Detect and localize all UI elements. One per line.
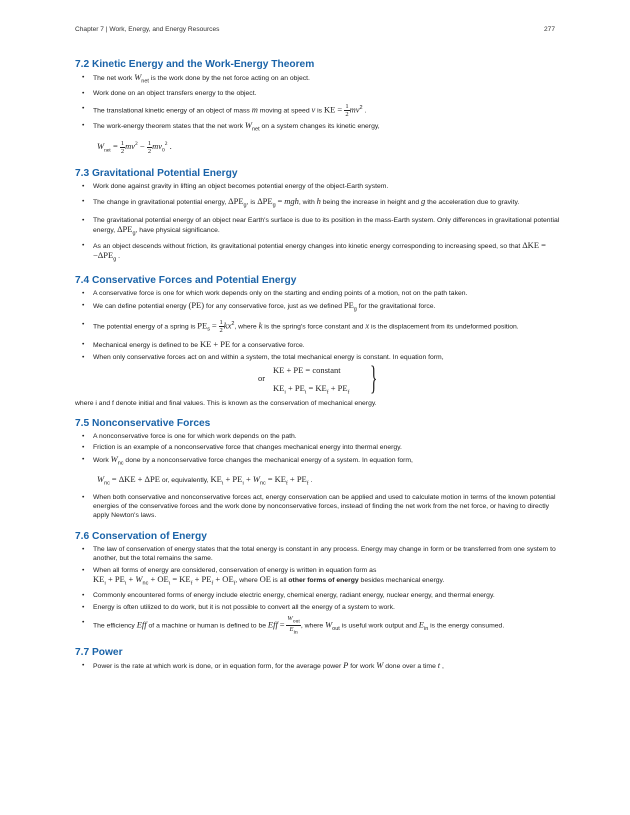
list-item: • A conservative force is one for which work depends only on the starting and ending points of a motion, not on the path taken. — [75, 289, 560, 298]
list-item: • A nonconservative force is one for which work depends on the path. — [75, 432, 560, 441]
page-header — [75, 26, 555, 33]
list-item: • The potential energy of a spring is $PE_s$ = $\frac{1}{2}$ $kx^2$, where k is the spring's force constant and x is the displacement from its undeformed position. — [75, 317, 560, 338]
section-heading-7-5: 7.5 Nonconservative Forces — [75, 417, 211, 429]
list-item: • Work $W_{nc}$ done by a nonconservative force changes the mechanical energy of a system. In equation form, $W_{nc} = \Delta KE + \Delta PE$ or, equivalently, $KE_i + PE_i + W_{nc} = KE_f + PE_f$ . — [75, 455, 560, 490]
section-7-3-list — [75, 182, 560, 265]
chapter-title: Chapter 7 | Work, Energy, and Energy Resources — [75, 26, 220, 33]
section-heading-7-6: 7.6 Conservation of Energy — [75, 530, 207, 542]
list-item: • As an object descends without friction, its gravitational potential energy changes into kinetic energy corresponding to increasing speed, so that $\Delta KE = -\Delta PE_g$ . — [75, 241, 560, 265]
section-7-4-list — [75, 289, 560, 362]
list-item: • Commonly encountered forms of energy include electric energy, chemical energy, radiant energy, nuclear energy, and thermal energy. — [75, 591, 560, 600]
list-item: • Work done against gravity in lifting an object becomes potential energy of the object-Earth system. — [75, 182, 560, 191]
list-item: • The change in gravitational potential energy, $\Delta PE_g$, is $\Delta PE_g$ = mgh, with h being the increase in height and g the acceleration due to gravity. — [75, 194, 560, 213]
conservation-note: where i and f denote initial and final values. This is known as the conservation of mechanical energy. — [75, 399, 377, 407]
section-7-5-list — [75, 432, 560, 521]
list-item: • When only conservative forces act on and within a system, the total mechanical energy is constant. In equation form, — [75, 353, 560, 362]
list-item: • The work-energy theorem states that the net work $W_{net}$ on a system changes its kinetic energy, $W_{net}$ = $\frac{1}{2}$ $mv^2$ − $\frac{1}{2}$ $mv_0^2$ . — [75, 121, 560, 158]
section-heading-7-3: 7.3 Gravitational Potential Energy — [75, 167, 238, 179]
list-item: • The net work $W_{net}$ is the work done by the net force acting on an object. — [75, 73, 560, 87]
summary-content — [75, 58, 560, 680]
list-item: • Friction is an example of a nonconservative force that changes mechanical energy into thermal energy. — [75, 443, 560, 452]
section-7-7-list — [75, 661, 560, 671]
page-number: 277 — [543, 26, 555, 33]
list-item: • When all forms of energy are considered, conservation of energy is written in equation form as $KE_i + PE_i + W_{nc} + OE_i = KE_f + PE_f + OE_f$, where OE is all other forms of energy besides mechanical energy. — [75, 566, 560, 589]
section-7-6-list — [75, 545, 560, 637]
list-item: • Work done on an object transfers energy to the object. — [75, 89, 560, 98]
list-item: • The translational kinetic energy of an object of mass m moving at speed v is KE = $\frac{1}{2}$ $mv^2$ . — [75, 101, 560, 118]
section-heading-7-7: 7.7 Power — [75, 646, 123, 658]
list-item: • When both conservative and nonconservative forces act, energy conservation can be applied and used to calculate motion in terms of the known potential energies of the conservative forces and the work done by nonconservative forces, instead of finding the net work from the net force, or having to directly apply Newton's laws. — [75, 493, 560, 521]
mechanical-energy-equation: KE + PE = constant or $KE_i + PE_i = KE_f + PE_f$ } — [258, 359, 378, 397]
section-7-2-list — [75, 73, 560, 158]
list-item: • The efficiency Eff of a machine or human is defined to be Eff = $\frac{W_{out}}{E_{in}}$ , where $W_{out}$ is useful work output and $E_{in}$ is the energy consumed. — [75, 615, 560, 637]
section-heading-7-2: 7.2 Kinetic Energy and the Work-Energy Theorem — [75, 59, 315, 70]
list-item: • The law of conservation of energy states that the total energy is constant in any process. Energy may change in form or be transferred from one system to another, but the total remains the same. — [75, 545, 560, 563]
list-item: • Power is the rate at which work is done, or in equation form, for the average power P for work W done over a time t , — [75, 661, 560, 671]
list-item: • The gravitational potential energy of an object near Earth's surface is due to its position in the mass-Earth system. Only differences in gravitational potential energy, $\Delta PE_g$, have physical significance. — [75, 216, 560, 239]
list-item: • Energy is often utilized to do work, but it is not possible to convert all the energy of a system to work. — [75, 603, 560, 612]
section-heading-7-4: 7.4 Conservative Forces and Potential Energy — [75, 274, 297, 286]
list-item: • Mechanical energy is defined to be KE + PE for a conservative force. — [75, 340, 560, 350]
list-item: • We can define potential energy (PE) for any conservative force, just as we defined $PE_g$ for the gravitational force. — [75, 301, 560, 315]
